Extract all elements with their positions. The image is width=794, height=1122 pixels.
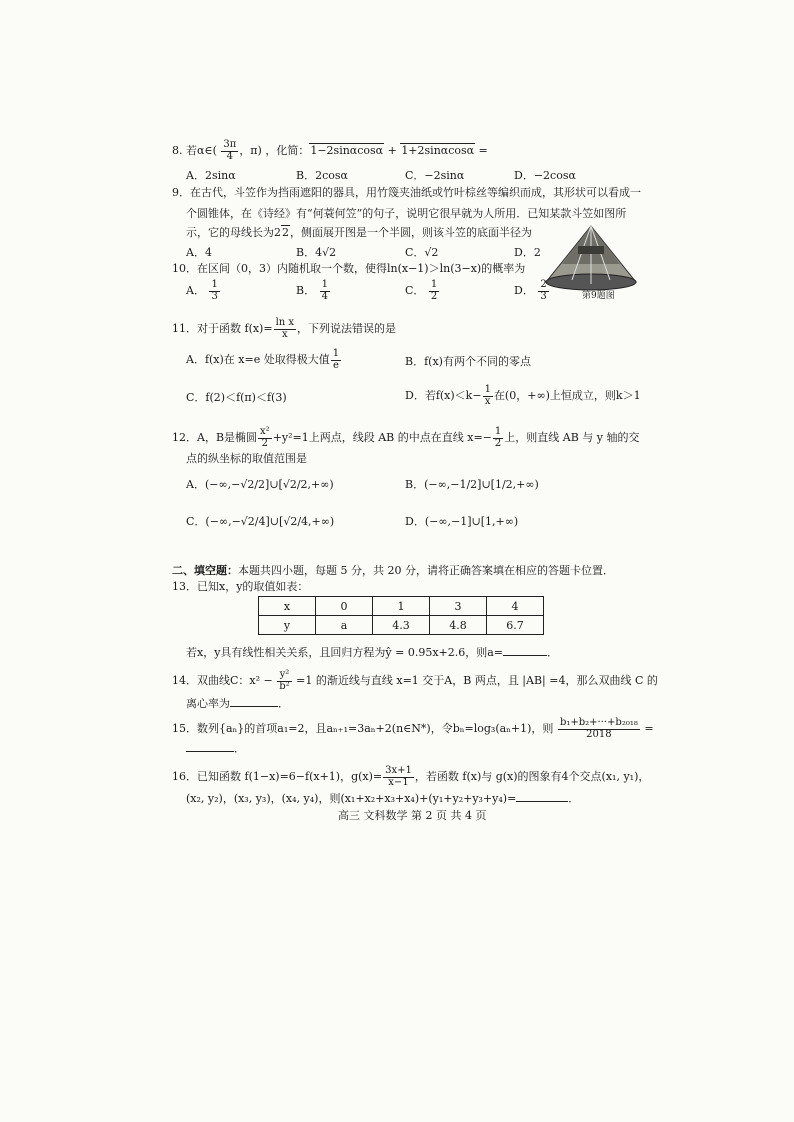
table-row bbox=[259, 616, 544, 635]
q11-option-a: A．f(x)在 x=e 处取得极大值 $\frac{1}{e}$ bbox=[186, 348, 340, 371]
answer-blank[interactable] bbox=[186, 751, 234, 752]
q8-stem: 8. 若α∈( $\frac{3\pi}{4}$ ，π) ，化简：1−2sinαcosα + 1+2sinαcosα = bbox=[172, 139, 488, 162]
q9-option-c: C．√2 bbox=[405, 246, 439, 259]
table-cell: 4.8 bbox=[430, 616, 487, 635]
q11-stem: 11．对于函数 f(x)= $\frac{\text{ln x}}{x}$ ，下列说法错误的是 bbox=[172, 317, 397, 340]
q15-line-2: ． bbox=[186, 742, 245, 755]
q9-option-b: B．4√2 bbox=[296, 246, 337, 259]
table-cell: 4.3 bbox=[373, 616, 430, 635]
q14-line-1: 14．双曲线C：x² − $\frac{\text{y²}}{\text{b²}}$ =1 的渐近线与直线 x=1 交于A，B 两点，且 |AB| =4，那么双曲线 C 的 bbox=[172, 669, 658, 692]
q13-value-table bbox=[258, 596, 544, 635]
q12-option-c: C．(−∞,−√2/4]∪[√2/4,+∞) bbox=[186, 515, 335, 528]
table-cell: 4 bbox=[487, 597, 544, 616]
figure-caption: 第9题图 bbox=[582, 291, 615, 301]
q14-line-2: 离心率为 ． bbox=[186, 697, 289, 710]
q9-line-2: 个圆锥体，在《诗经》有“何蓑何笠”的句子，说明它很早就为人所用．已知某款斗笠如图所 bbox=[186, 207, 627, 220]
q13-question: 若x，y具有线性相关关系，且回归方程为ŷ = 0.95x+2.6，则a= ． bbox=[186, 646, 559, 659]
q12-option-d: D．(−∞,−1]∪[1,+∞) bbox=[405, 515, 519, 528]
q13-stem: 13．已知x，y的取值如表： bbox=[172, 580, 309, 593]
q10-option-b: B． $\frac{1}{4}$ bbox=[296, 279, 328, 302]
q12-option-b: B．(−∞,−1/2]∪[1/2,+∞) bbox=[405, 478, 539, 491]
table-cell: 3 bbox=[430, 597, 487, 616]
q9-line-3: 示，它的母线长为22，侧面展开图是一个半圆，则该斗笠的底面半径为 bbox=[186, 226, 532, 239]
q12-option-a: A．(−∞,−√2/2]∪[√2/2,+∞) bbox=[186, 478, 334, 491]
section-2-heading: 二、填空题：本题共四小题，每题 5 分，共 20 分，请将正确答案填在相应的答题卡位置． bbox=[172, 564, 614, 577]
table-cell: a bbox=[316, 616, 373, 635]
q16-line-1: 16．已知函数 f(1−x)=6−f(x+1)，g(x)= $\frac{3x+1}{x-1}$ ，若函数 f(x)与 g(x)的图象有4个交点(x₁, y₁)， bbox=[172, 765, 650, 788]
q10-option-a: A． $\frac{1}{3}$ bbox=[186, 279, 218, 302]
conical-hat-figure bbox=[542, 222, 640, 300]
q10-option-d: D． $\frac{2}{3}$ bbox=[514, 279, 547, 302]
table-cell: 6.7 bbox=[487, 616, 544, 635]
q8-option-d: D．−2cosα bbox=[514, 169, 576, 182]
q10-option-c: C． $\frac{1}{2}$ bbox=[405, 279, 438, 302]
table-cell: x bbox=[259, 597, 316, 616]
table-row bbox=[259, 597, 544, 616]
answer-blank[interactable] bbox=[503, 655, 547, 656]
q11-option-b: B．f(x)有两个不同的零点 bbox=[405, 355, 531, 368]
q11-option-c: C．f(2)＜f(π)＜f(3) bbox=[186, 391, 287, 404]
answer-blank[interactable] bbox=[230, 706, 278, 707]
q9-option-a: A．4 bbox=[186, 246, 212, 259]
table-cell: 0 bbox=[316, 597, 373, 616]
answer-blank[interactable] bbox=[516, 801, 568, 802]
q8-option-a: A．2sinα bbox=[186, 169, 236, 182]
q16-line-2: (x₂, y₂)，(x₃, y₃)，(x₄, y₄)，则(x₁+x₂+x₃+x₄)+(y₁+y₂+y₃+y₄)= ． bbox=[186, 792, 580, 805]
table-cell: 1 bbox=[373, 597, 430, 616]
q12-line-1: 12．A，B是椭圆 $\frac{\text{x²}}{2}$ +y²=1上两点，线段 AB 的中点在直线 x=− $\frac{1}{2}$ 上，则直线 AB 与 y 轴的交 bbox=[172, 426, 640, 449]
q10-stem: 10．在区间（0，3）内随机取一个数，使得ln(x−1)＞ln(3−x)的概率为 bbox=[172, 262, 526, 275]
q8-option-c: C．−2sinα bbox=[405, 169, 465, 182]
page-footer: 高三 文科数学 第 2 页 共 4 页 bbox=[338, 809, 487, 822]
q12-line-2: 点的纵坐标的取值范围是 bbox=[186, 452, 307, 465]
q11-option-d: D．若f(x)＜k− $\frac{1}{x}$ 在(0，+∞)上恒成立，则k＞1 bbox=[405, 384, 641, 407]
table-cell: y bbox=[259, 616, 316, 635]
q15-line-1: 15．数列{aₙ}的首项a₁=2，且aₙ₊₁=3aₙ+2(n∈N*)，令bₙ=log₃(aₙ+1)，则 $\frac{\text{b₁+b₂+···+b₂₀₁₈}}{2018}$ = bbox=[172, 717, 654, 740]
q9-line-1: 9．在古代，斗笠作为挡雨遮阳的器具，用竹篾夹油纸或竹叶棕丝等编织而成，其形状可以看成一 bbox=[172, 186, 641, 199]
q9-option-d: D．2 bbox=[514, 246, 541, 259]
q8-option-b: B．2cosα bbox=[296, 169, 348, 182]
